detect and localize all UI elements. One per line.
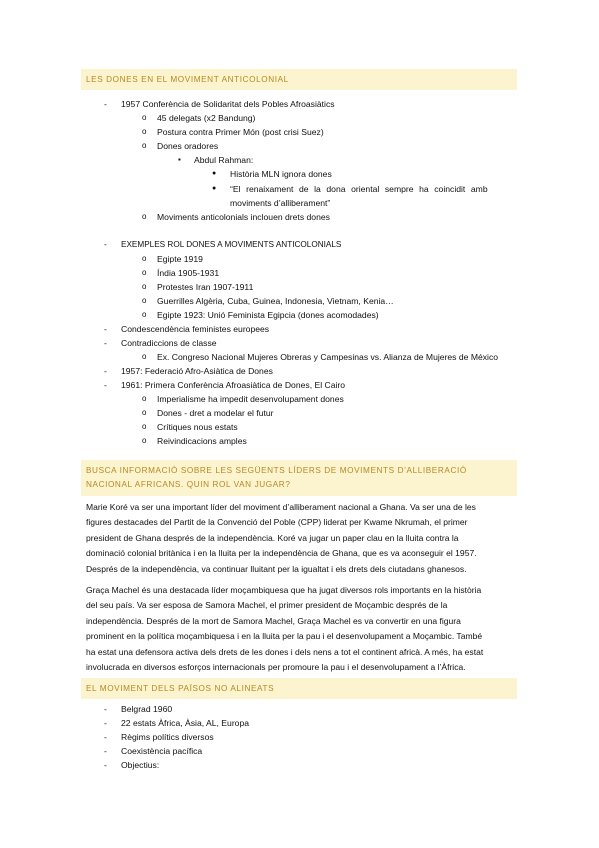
section-heading-anticolonial: LES DONES EN EL MOVIMENT ANTICOLONIAL: [81, 69, 517, 90]
list-item: - Objectius:: [121, 759, 159, 771]
list-item: o 45 delegats (x2 Bandung): [157, 112, 255, 124]
list-item: o Postura contra Primer Món (post crisi Suez): [157, 126, 324, 138]
list-item: o Guerrilles Algèria, Cuba, Guinea, Indonesia, Vietnam, Kenia…: [157, 295, 394, 307]
paragraph-line: Marie Koré va ser una important líder del moviment d’alliberament nacional a Ghana. Va ser una de les: [86, 502, 476, 512]
paragraph-line: Graça Machel és una destacada líder moçambiquesa que ha jugat diversos rols importants en la història: [86, 585, 482, 595]
list-item: - Règims polítics diversos: [121, 731, 214, 743]
heading-line: BUSCA INFORMACIÓ SOBRE LES SEGÜENTS LÍDERS DE MOVIMENTS D’ALLIBERACIÓ: [86, 466, 467, 475]
paragraph-line: del seu país. Va ser esposa de Samora Machel, el primer president de Moçambic després de la: [86, 600, 448, 611]
section-heading-liders: [81, 460, 517, 496]
list-item-continuation: moviments d’alliberament”: [230, 198, 331, 208]
list-item: o Índia 1905-1931: [157, 267, 219, 279]
paragraph-line: ha estat una defensora activa dels drets de les dones i dels nens a tot el continent africà. A més, ha estat: [86, 646, 484, 657]
paragraph-line: Després de la independència, va continuar lluitant per la igualtat i els drets dels ciutadans ghanesos.: [86, 563, 467, 574]
list-item: - Condescendència feministes europees: [121, 323, 269, 335]
section-heading-no-alineats: EL MOVIMENT DELS PAÏSOS NO ALINEATS: [81, 678, 517, 699]
paragraph-line: involucrada en diversos esforços internacionals per promoure la pau i el desenvolupament a l’Àfrica.: [86, 662, 466, 673]
list-item: o Crítiques nous estats: [157, 421, 238, 433]
list-item: - EXEMPLES ROL DONES A MOVIMENTS ANTICOLONIALS: [121, 239, 341, 251]
list-item: o Egipte 1923: Unió Feminista Egipcia (dones acomodades): [157, 309, 379, 321]
paragraph-line: president de Ghana després de la independència. Koré va jugar un paper clau en la lluita contra la: [86, 532, 459, 543]
heading-line: NACIONAL AFRICANS. QUIN ROL VAN JUGAR?: [86, 480, 291, 489]
paragraph-line: figures destacades del Partit de la Convenció del Poble (CPP) liderat per Kwame Nkrumah, el primer: [86, 517, 468, 528]
paragraph-marie-kore: [86, 500, 513, 577]
list-item: o Reivindicacions amples: [157, 435, 247, 447]
paragraph-graca-machel: [86, 583, 513, 675]
list-item: - Coexistència pacífica: [121, 745, 202, 757]
list-item: o Ex. Congreso Nacional Mujeres Obreras y Campesinas vs. Alianza de Mujeres de México: [157, 351, 498, 363]
list-item: ● “El renaixament de la dona oriental sempre ha coincidit amb: [230, 183, 488, 195]
list-item: - Belgrad 1960: [121, 703, 172, 715]
list-item: o Protestes Iran 1907-1911: [157, 281, 253, 293]
paragraph-line: prominent en la política moçambiquesa i en la lluita per la pau i el desenvolupament a Moçambic. També: [86, 631, 483, 642]
list-item: - 1957 Conferència de Solidaritat dels Pobles Afroasiàtics: [121, 98, 335, 110]
paragraph-line: dominació colonial britànica i en la lluita per la independència de Ghana, que es va aconseguir el 1957.: [86, 548, 477, 559]
list-item: o Imperialisme ha impedit desenvolupament dones: [157, 393, 344, 405]
list-item: o Moviments anticolonials inclouen drets dones: [157, 211, 330, 223]
list-item: ● Història MLN ignora dones: [230, 168, 332, 180]
paragraph-line: independència. Després de la mort de Samora Machel, Graça Machel es va convertir en una figura: [86, 615, 461, 626]
list-item: o Dones - dret a modelar el futur: [157, 407, 274, 419]
list-item: - 1961: Primera Conferència Afroasiàtica de Dones, El Cairo: [121, 379, 345, 391]
list-item: ▪ Abdul Rahman:: [194, 154, 253, 166]
list-item: - Contradiccions de classe: [121, 337, 217, 349]
list-item: - 1957: Federació Afro-Asiàtica de Dones: [121, 365, 273, 377]
list-item: - 22 estats Àfrica, Àsia, AL, Europa: [121, 717, 249, 729]
list-item: o Dones oradores: [157, 140, 218, 152]
list-item: o Egipte 1919: [157, 253, 203, 265]
